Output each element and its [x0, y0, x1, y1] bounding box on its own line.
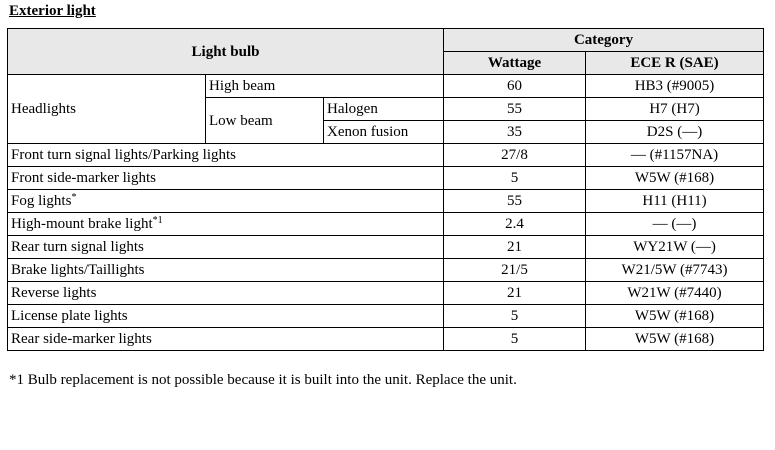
ece-cell: — (#1157NA)	[586, 144, 764, 167]
light-name-cell	[8, 190, 444, 213]
ece-cell: — (—)	[586, 213, 764, 236]
light-name-cell	[8, 144, 444, 167]
light-bulb-header: Light bulb	[8, 29, 444, 75]
ece-cell: HB3 (#9005)	[586, 75, 764, 98]
table-row	[8, 282, 764, 305]
ece-cell: W21/5W (#7743)	[586, 259, 764, 282]
table-row	[8, 75, 764, 98]
footnote-mark: *	[71, 192, 77, 203]
ece-cell: W5W (#168)	[586, 167, 764, 190]
table-row	[8, 167, 764, 190]
table-row	[8, 305, 764, 328]
footnote: *1 Bulb replacement is not possible because it is built into the unit. Replace the unit.	[9, 372, 517, 388]
light-name-cell	[8, 167, 444, 190]
wattage-cell: 27/8	[444, 144, 586, 167]
headlights-label: Headlights	[8, 75, 206, 144]
section-title: Exterior light	[9, 3, 96, 19]
light-name: Brake lights/Taillights	[11, 262, 145, 278]
light-name: Reverse lights	[11, 285, 97, 301]
light-name: Fog lights	[11, 193, 72, 209]
ece-header: ECE R (SAE)	[586, 52, 764, 75]
light-name: License plate lights	[11, 308, 128, 324]
ece-cell: W5W (#168)	[586, 305, 764, 328]
table-row	[8, 259, 764, 282]
wattage-cell: 2.4	[444, 213, 586, 236]
ece-cell: H11 (H11)	[586, 190, 764, 213]
ece-cell: D2S (—)	[586, 121, 764, 144]
light-name: Rear side-marker lights	[11, 331, 152, 347]
wattage-cell: 21	[444, 282, 586, 305]
ece-cell: W5W (#168)	[586, 328, 764, 351]
light-name-cell	[8, 236, 444, 259]
light-name: High-mount brake light	[11, 216, 153, 232]
halogen-label: Halogen	[324, 98, 444, 121]
light-name-cell	[8, 259, 444, 282]
high-beam-label: High beam	[206, 75, 444, 98]
ece-cell: WY21W (—)	[586, 236, 764, 259]
light-name-cell	[8, 328, 444, 351]
table-row	[8, 190, 764, 213]
table-row	[8, 144, 764, 167]
wattage-cell: 21/5	[444, 259, 586, 282]
wattage-cell: 55	[444, 98, 586, 121]
light-name: Front side-marker lights	[11, 170, 156, 186]
wattage-cell: 5	[444, 167, 586, 190]
xenon-fusion-label: Xenon fusion	[324, 121, 444, 144]
ece-cell: H7 (H7)	[586, 98, 764, 121]
wattage-cell: 5	[444, 305, 586, 328]
table-row	[8, 236, 764, 259]
light-name-cell	[8, 282, 444, 305]
table-header-row	[8, 29, 764, 52]
footnote-mark: *1	[152, 215, 163, 226]
light-name-cell	[8, 213, 444, 236]
ece-cell: W21W (#7440)	[586, 282, 764, 305]
light-name: Front turn signal lights/Parking lights	[11, 147, 237, 163]
light-name: Rear turn signal lights	[11, 239, 144, 255]
table-row	[8, 213, 764, 236]
exterior-light-table	[7, 28, 764, 351]
wattage-cell: 5	[444, 328, 586, 351]
wattage-cell: 35	[444, 121, 586, 144]
wattage-header: Wattage	[444, 52, 586, 75]
low-beam-label: Low beam	[206, 98, 324, 144]
wattage-cell: 55	[444, 190, 586, 213]
wattage-cell: 60	[444, 75, 586, 98]
category-header: Category	[444, 29, 764, 52]
light-name-cell	[8, 305, 444, 328]
wattage-cell: 21	[444, 236, 586, 259]
table-row	[8, 328, 764, 351]
